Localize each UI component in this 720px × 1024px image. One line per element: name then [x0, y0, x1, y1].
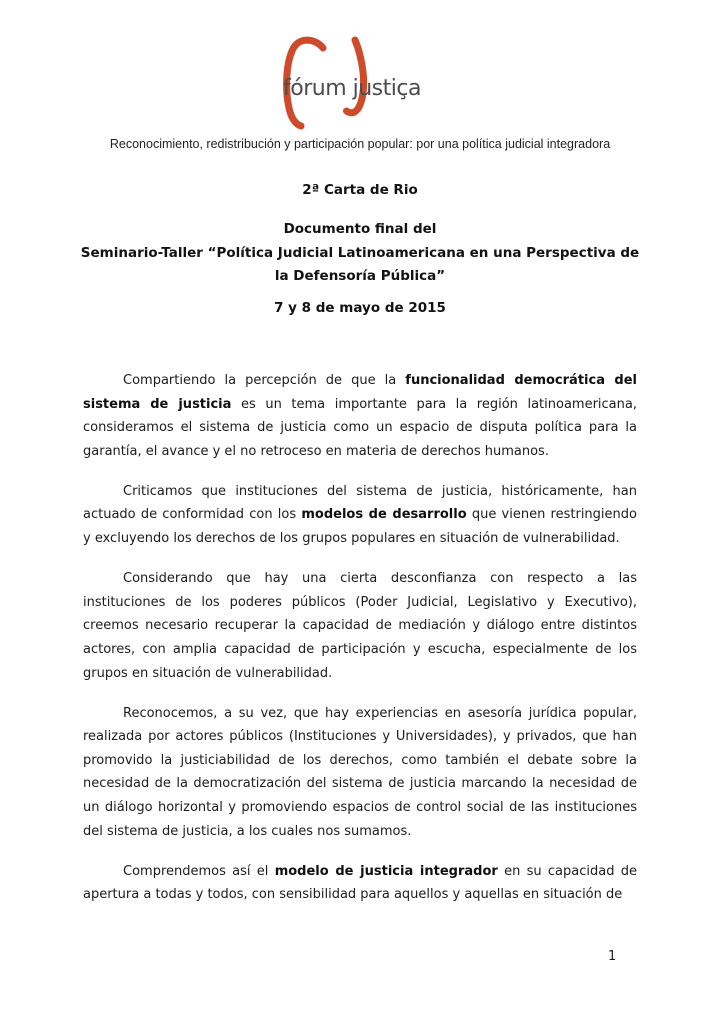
event-date: 7 y 8 de mayo de 2015 — [274, 300, 446, 316]
text-run: Criticamos que instituciones del sistema de justicia, históricamente, han actuado de conformidad con los — [83, 483, 637, 523]
paragraph — [83, 860, 637, 907]
paragraph — [83, 567, 637, 685]
paragraph — [83, 369, 637, 463]
text-run: en su capacidad de apertura a todas y todos, con sensibilidad para aquellos y aquellas en situación de — [83, 863, 637, 903]
bold-text-run: modelo de justicia integrador — [274, 863, 498, 879]
text-run: Comprendemos así el — [123, 863, 275, 879]
document-subtitle — [0, 218, 720, 289]
subtitle-line: Documento final del — [283, 221, 437, 237]
text-run: Reconocemos, a su vez, que hay experiencias en asesoría jurídica popular, realizada por actores públicos (Instituciones y Universidades), y privados, que han promovido la justiciabilidad de los derechos, como también el debate sobre la necesidad de la democratización del sistema de justicia marcando la necesidad de un diálogo horizontal y promoviendo espacios de control social de las instituciones del sistema de justicia, a los cuales nos sumamos. — [83, 705, 637, 839]
document-body — [83, 369, 637, 923]
logo-wordmark: fórum justiça — [283, 76, 421, 101]
text-run: que vienen restringiendo y excluyendo los derechos de los grupos populares en situación de vulnerabilidad. — [83, 507, 637, 547]
tagline: Reconocimiento, redistribución y participación popular: por una política judicial integradora — [109, 137, 611, 151]
text-run: es un tema importante para la región latinoamericana, consideramos el sistema de justicia como un espacio de disputa política para la garantía, el avance y el no retroceso en materia de derechos humanos. — [83, 396, 637, 459]
subtitle-line: Seminario-Taller “Política Judicial Latinoamericana en una Perspectiva de — [80, 244, 640, 261]
document-title: 2ª Carta de Rio — [302, 182, 418, 198]
bold-text-run: modelos de desarrollo — [301, 507, 467, 523]
paragraph — [83, 480, 637, 551]
subtitle-line: la Defensoría Pública” — [274, 268, 446, 285]
bold-text-run: funcionalidad democrática del sistema de justicia — [83, 373, 637, 412]
logo — [283, 36, 463, 132]
text-run: Compartiendo la percepción de que la — [123, 373, 406, 388]
text-run: Considerando que hay una cierta desconfianza con respecto a las instituciones de los poderes públicos (Poder Judicial, Legislativo y Executivo), creemos necesario recuperar la capacidad de mediación y diálogo entre distintos actores, con amplia capacidad de participación y escucha, especialmente de los grupos en situación de vulnerabilidad. — [83, 571, 637, 681]
page-number: 1 — [608, 949, 617, 964]
paragraph — [83, 702, 637, 844]
